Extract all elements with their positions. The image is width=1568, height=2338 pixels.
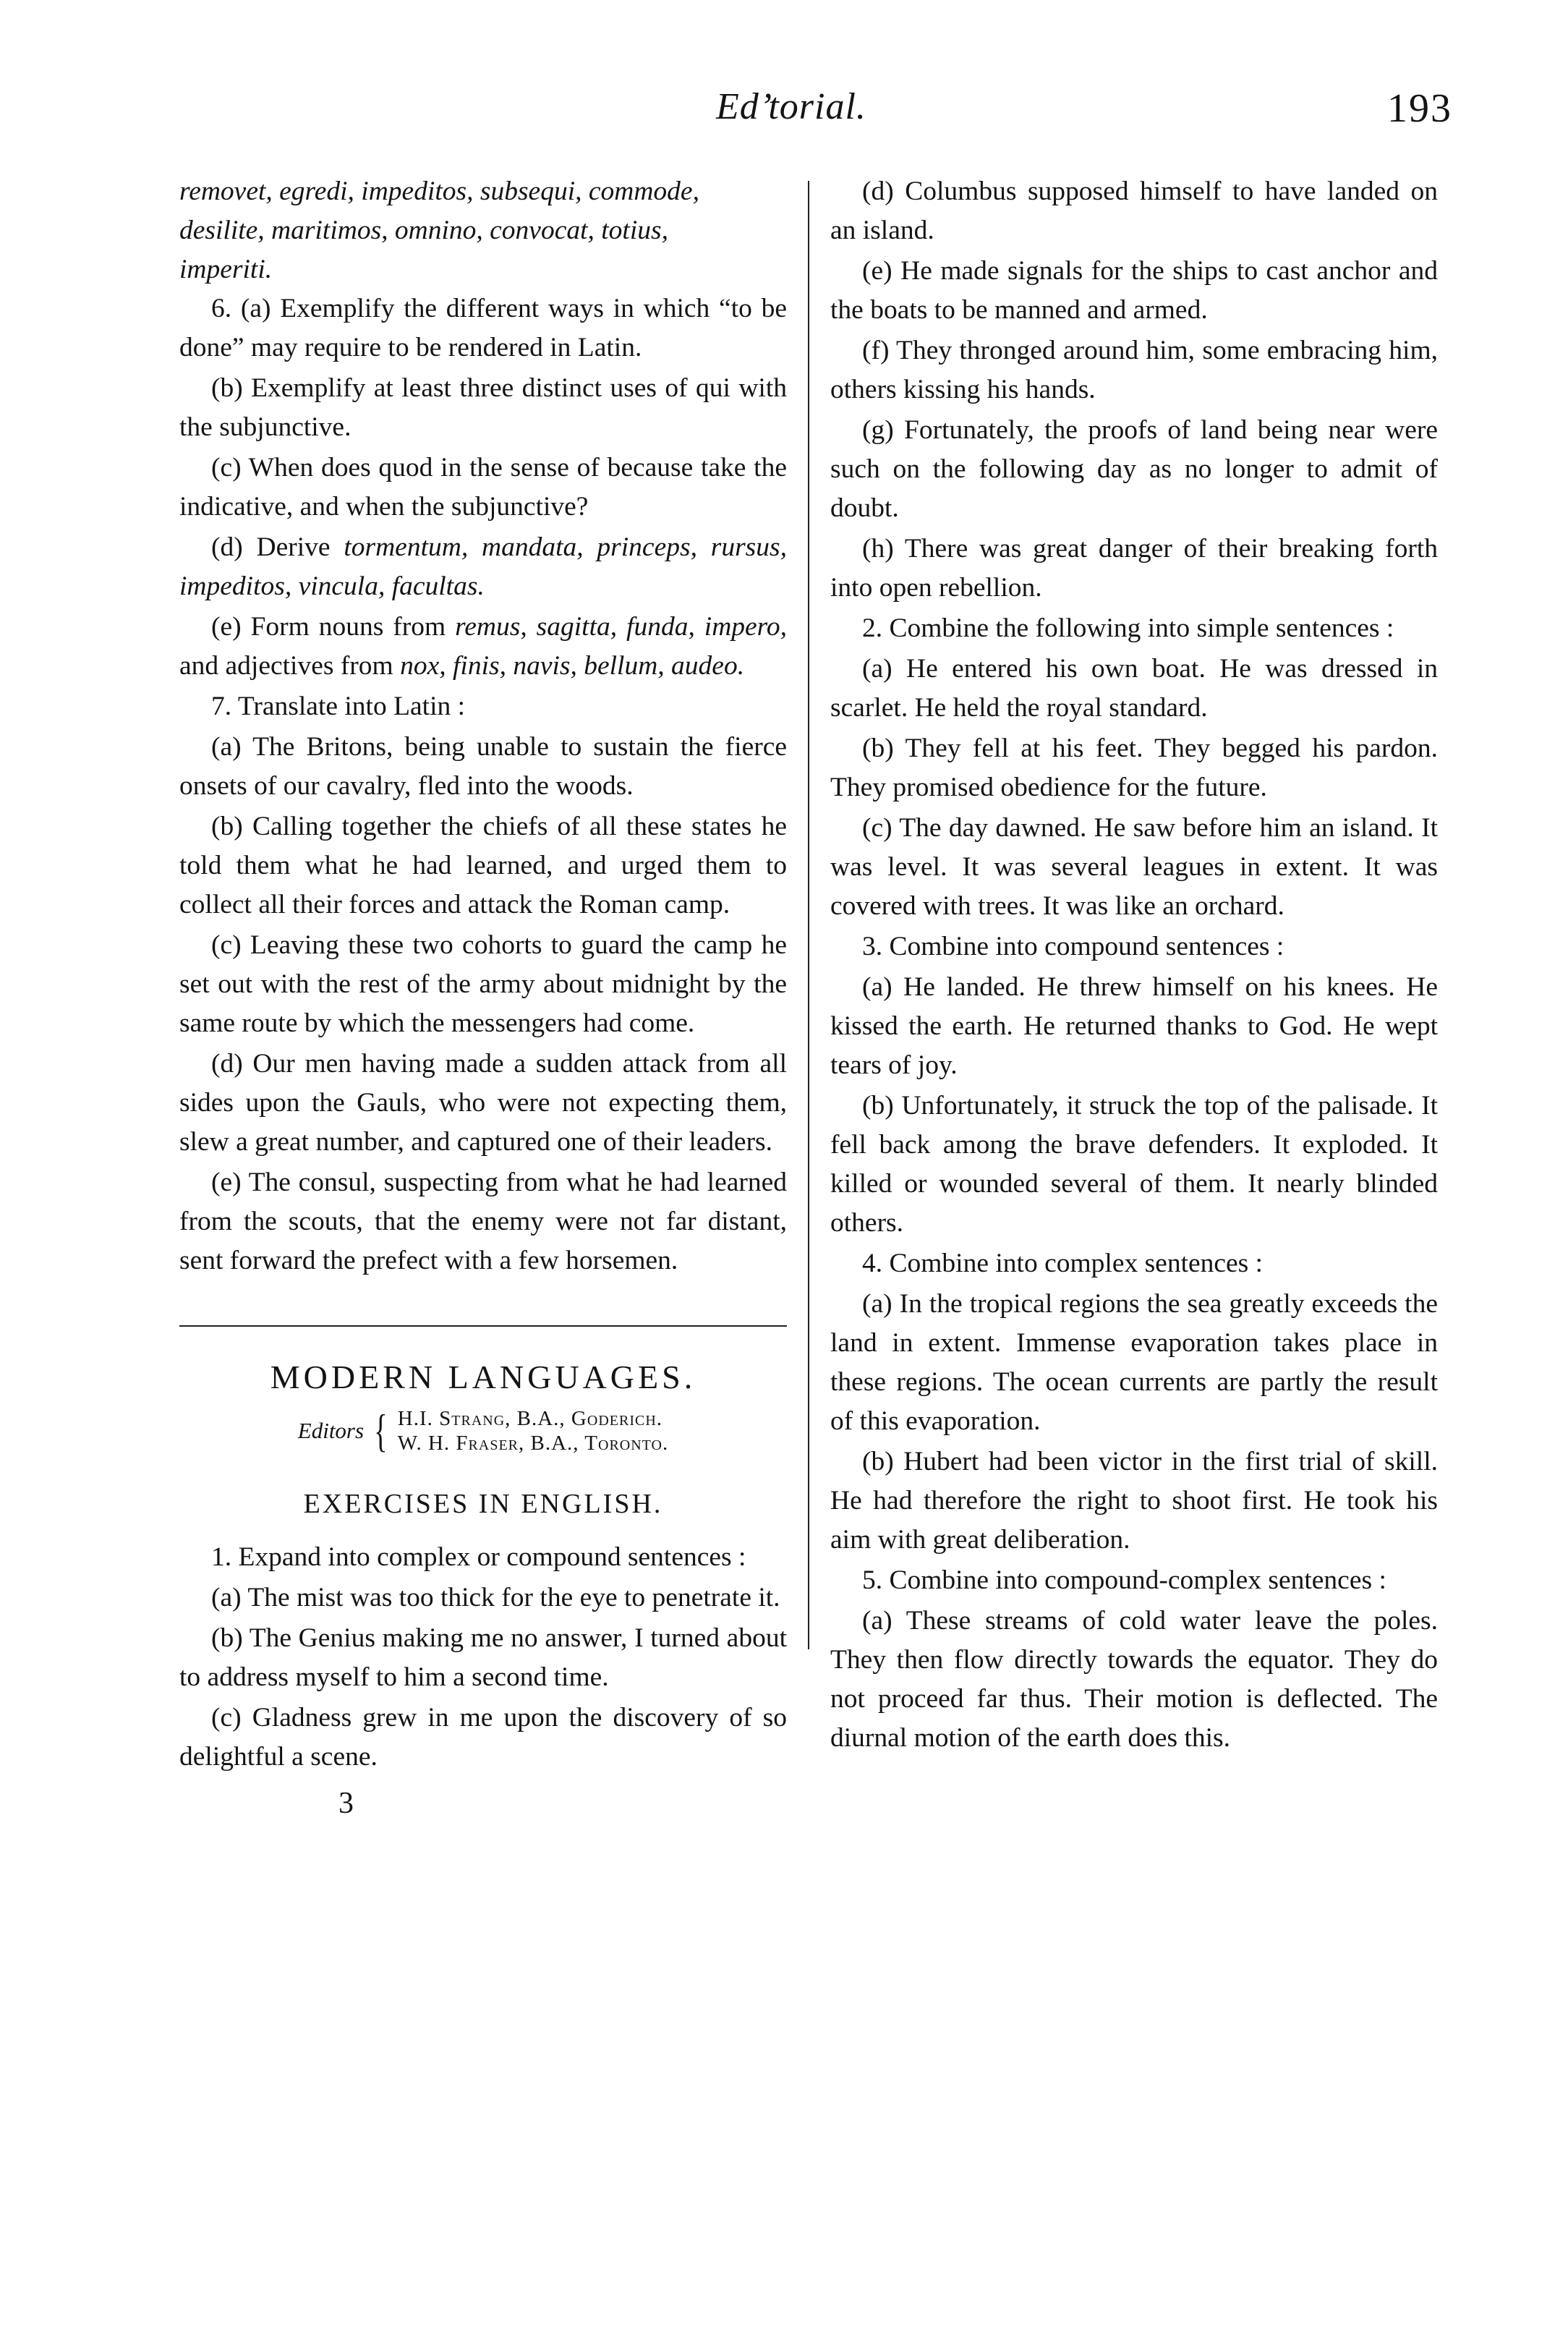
running-head xyxy=(0,85,1568,143)
question-3a: (a) He landed. He threw himself on his knees. He kissed the earth. He returned thanks to God. He wept tears of joy. xyxy=(830,972,1438,1080)
editor-name: W. H. Fraser, B.A., Toronto. xyxy=(397,1432,669,1455)
subsection-title: EXERCISES IN ENGLISH. xyxy=(303,1489,663,1519)
question-2a: (a) He entered his own boat. He was dressed in scarlet. He held the royal standard. xyxy=(830,654,1438,723)
page-number: 193 xyxy=(1387,86,1452,131)
exercise-1b: (b) The Genius making me no answer, I turned about to address myself to him a second time. xyxy=(179,1623,787,1692)
question-6a: 6. (a) Exemplify the different ways in which “to be done” may require to be rendered in Latin. xyxy=(179,294,787,362)
exercise-1c: (c) Gladness grew in me upon the discovery of so delightful a scene. xyxy=(179,1703,787,1772)
question-7e: (e) The consul, suspecting from what he had learned from the scouts, that the enemy were not far distant, sent forward the prefect with a few horsemen. xyxy=(179,1168,787,1275)
signature-mark: 3 xyxy=(338,1787,354,1820)
question-5a: (a) These streams of cold water leave the poles. They then flow directly towards the equator. They do not proceed far thus. Their motion is deflected. The diurnal motion of the earth does this. xyxy=(830,1606,1438,1753)
exercise-1-intro: 1. Expand into complex or compound sentences : xyxy=(211,1542,746,1572)
question-4-intro: 4. Combine into complex sentences : xyxy=(862,1249,1264,1278)
question-5-intro: 5. Combine into compound-complex sentences : xyxy=(862,1565,1386,1595)
question-2b: (b) They fell at his feet. They begged his pardon. They promised obedience for the future. xyxy=(830,734,1438,802)
question-6e xyxy=(179,608,787,686)
question-6e-part: and adjectives from xyxy=(179,651,401,681)
editors-block xyxy=(179,1406,787,1455)
left-column xyxy=(179,172,787,1823)
item-f: (f) They thronged around him, some embracing him, others kissing his hands. xyxy=(830,336,1438,404)
question-2c: (c) The day dawned. He saw before him an island. It was level. It was several leagues in extent. It was covered with trees. It was like an orchard. xyxy=(830,813,1438,921)
exercise-1a: (a) The mist was too thick for the eye to penetrate it. xyxy=(211,1583,780,1612)
question-6d xyxy=(179,528,787,606)
item-d: (d) Columbus supposed himself to have landed on an island. xyxy=(830,177,1438,245)
question-4a: (a) In the tropical regions the sea greatly exceeds the land in extent. Immense evaporation takes place in these regions. The ocean currents are partly the result of this evaporation. xyxy=(830,1289,1438,1436)
column-divider xyxy=(808,181,809,1649)
item-h: (h) There was great danger of their breaking forth into open rebellion. xyxy=(830,534,1438,603)
question-6e-part: remus, sagitta, funda, impero, xyxy=(455,612,787,642)
question-7c: (c) Leaving these two cohorts to guard the camp he set out with the rest of the army about midnight by the same route by which the messengers had come. xyxy=(179,930,787,1038)
question-7a: (a) The Britons, being unable to sustain the fierce onsets of our cavalry, fled into the woods. xyxy=(179,732,787,801)
section-title: MODERN LANGUAGES. xyxy=(270,1359,696,1395)
editors-list xyxy=(398,1406,668,1455)
question-6e-part: (e) Form nouns from xyxy=(211,612,456,642)
question-7-intro: 7. Translate into Latin : xyxy=(211,692,466,721)
editor-name: H.I. Strang, B.A., Goderich. xyxy=(397,1407,663,1430)
editors-label: Editors xyxy=(297,1418,365,1443)
question-7b: (b) Calling together the chiefs of all these states he told them what he had learned, and urged them to collect all their forces and attack the Roman camp. xyxy=(179,812,787,919)
section-divider xyxy=(179,1325,787,1327)
question-2-intro: 2. Combine the following into simple sentences : xyxy=(862,613,1394,643)
item-g: (g) Fortunately, the proofs of land being near were such on the following day as no longer to admit of doubt. xyxy=(830,415,1438,523)
vocab-list-line: imperiti. xyxy=(179,255,273,284)
question-6d-words: tormentum, mandata, princeps, rursus, impeditos, vincula, facultas. xyxy=(179,532,787,601)
question-7d: (d) Our men having made a sudden attack from all sides upon the Gauls, who were not expecting them, slew a great number, and captured one of their leaders. xyxy=(179,1049,787,1157)
brace-glyph: { xyxy=(374,1405,388,1456)
right-column xyxy=(830,172,1438,1758)
vocab-list-line: desilite, maritimos, omnino, convocat, totius, xyxy=(179,216,668,245)
question-6b: (b) Exemplify at least three distinct uses of qui with the subjunctive. xyxy=(179,373,787,442)
vocab-list-line: removet, egredi, impeditos, subsequi, commode, xyxy=(179,177,699,206)
question-3-intro: 3. Combine into compound sentences : xyxy=(862,932,1284,961)
question-6e-part: nox, finis, navis, bellum, audeo. xyxy=(400,651,745,681)
item-e: (e) He made signals for the ships to cast anchor and the boats to be manned and armed. xyxy=(830,256,1438,325)
running-title: Ed’torial. xyxy=(716,86,866,127)
question-6d-label: (d) Derive xyxy=(211,532,344,562)
question-6c: (c) When does quod in the sense of because take the indicative, and when the subjunctive? xyxy=(179,453,787,522)
question-4b: (b) Hubert had been victor in the first trial of skill. He had therefore the right to shoot first. He took his aim with great deliberation. xyxy=(830,1447,1438,1555)
question-3b: (b) Unfortunately, it struck the top of the palisade. It fell back among the brave defenders. It exploded. It killed or wounded several of them. It nearly blinded others. xyxy=(830,1091,1438,1238)
